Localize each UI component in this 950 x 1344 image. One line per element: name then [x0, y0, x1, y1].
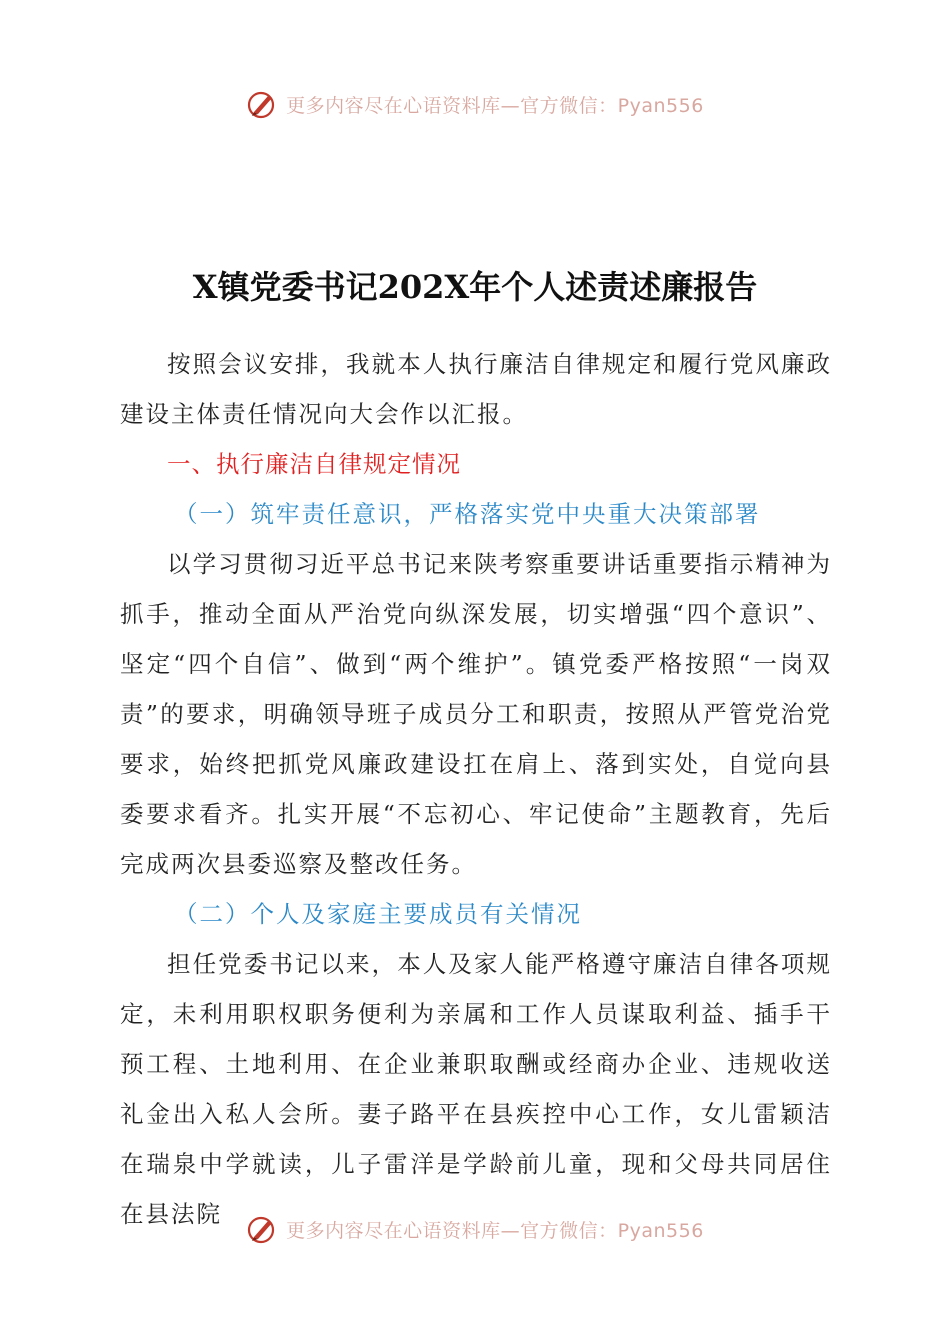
footer-watermark	[0, 1209, 950, 1249]
subsection-heading-2: （二）个人及家庭主要成员有关情况	[174, 900, 582, 928]
document-body	[120, 339, 832, 1239]
intro-paragraph: 按照会议安排，我就本人执行廉洁自律规定和履行党风廉政建设主体责任情况向大会作以汇报。	[120, 350, 832, 428]
watermark-text: 更多内容尽在心语资料库—官方微信：Pyan556	[286, 1219, 704, 1242]
section-heading-1: 一、执行廉洁自律规定情况	[167, 450, 461, 478]
pen-circle-logo-icon	[246, 88, 278, 120]
watermark-text: 更多内容尽在心语资料库—官方微信：Pyan556	[286, 94, 704, 117]
subsection-body-1: 以学习贯彻习近平总书记来陕考察重要讲话重要指示精神为抓手，推动全面从严治党向纵深发展，切实增强“四个意识”、坚定“四个自信”、做到“两个维护”。镇党委严格按照“一岗双责”的要求，明确领导班子成员分工和职责，按照从严管党治党要求，始终把抓党风廉政建设扛在肩上、落到实处，自觉向县委要求看齐。扎实开展“不忘初心、牢记使命”主题教育，先后完成两次县委巡察及整改任务。	[120, 550, 832, 878]
document-title: X镇党委书记202X年个人述责述廉报告	[192, 268, 758, 306]
header-watermark	[0, 84, 950, 124]
subsection-body-2: 担任党委书记以来，本人及家人能严格遵守廉洁自律各项规定，未利用职权职务便利为亲属和工作人员谋取利益、插手干预工程、土地利用、在企业兼职取酬或经商办企业、违规收送礼金出入私人会所。妻子路平在县疾控中心工作，女儿雷颖洁在瑞泉中学就读，儿子雷洋是学龄前儿童，现和父母共同居住在县法院	[120, 950, 832, 1228]
pen-circle-logo-icon	[246, 1213, 278, 1245]
subsection-heading-1: （一）筑牢责任意识，严格落实党中央重大决策部署	[174, 500, 761, 528]
